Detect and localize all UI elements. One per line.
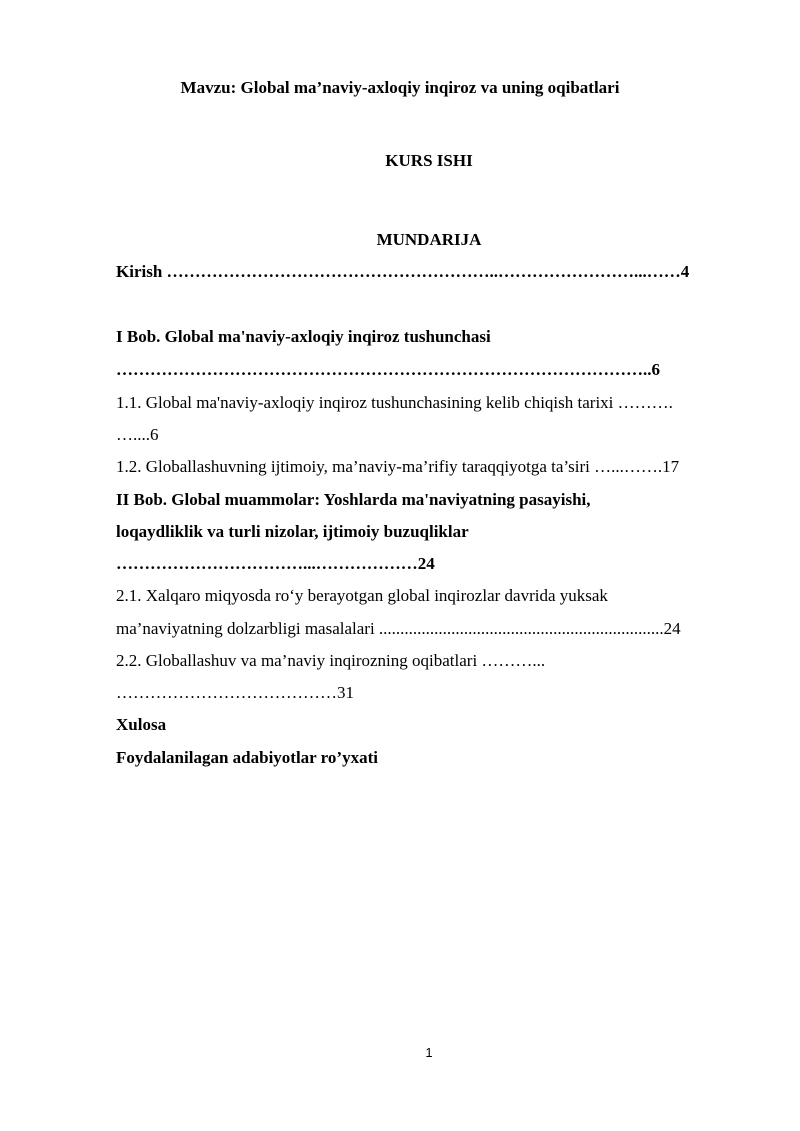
toc-entry-section-2-2-page: …………………………………31 [116, 683, 354, 702]
toc-entry-section-2-1: 2.1. Xalqaro miqyosda ro‘y berayotgan global inqirozlar davrida yuksak [116, 586, 608, 605]
work-type-heading: KURS ISHI [385, 151, 473, 170]
toc-entry-intro: Kirish …………………………………………………..……………………...……4 [116, 262, 690, 281]
toc-entry-section-1-1: 1.1. Global ma'naviy-axloqiy inqiroz tushunchasining kelib chiqish tarixi ………. [116, 393, 673, 412]
toc-entry-chapter-2-title-cont: loqaydliklik va turli nizolar, ijtimoiy buzuqliklar [116, 522, 469, 541]
toc-entry-chapter-1-leader: …………………………………………………………………………………..6 [116, 360, 660, 379]
toc-entry-references: Foydalanilagan adabiyotlar ro’yxati [116, 748, 378, 767]
page-number: 1 [425, 1045, 433, 1060]
topic-title: Mavzu: Global ma’naviy-axloqiy inqiroz va uning oqibatlari [180, 78, 620, 97]
toc-entry-chapter-1-title: I Bob. Global ma'naviy-axloqiy inqiroz tushunchasi [116, 327, 491, 346]
contents-heading: MUNDARIJA [376, 230, 482, 249]
toc-entry-conclusion: Xulosa [116, 715, 167, 734]
toc-entry-section-1-2: 1.2. Globallashuvning ijtimoiy, ma’naviy-ma’rifiy taraqqiyotga ta’siri …...…….17 [116, 457, 680, 476]
toc-entry-section-1-1-page: …....6 [116, 425, 159, 444]
toc-entry-chapter-2-title: II Bob. Global muammolar: Yoshlarda ma'naviyatning pasayishi, [116, 490, 591, 509]
toc-entry-chapter-2-leader: ……………………………...………………24 [116, 554, 435, 573]
toc-entry-section-2-2: 2.2. Globallashuv va ma’naviy inqirozning oqibatlari ………... [116, 651, 546, 670]
toc-entry-section-2-1-cont: ma’naviyatning dolzarbligi masalalari ...................................................................24 [116, 619, 681, 638]
